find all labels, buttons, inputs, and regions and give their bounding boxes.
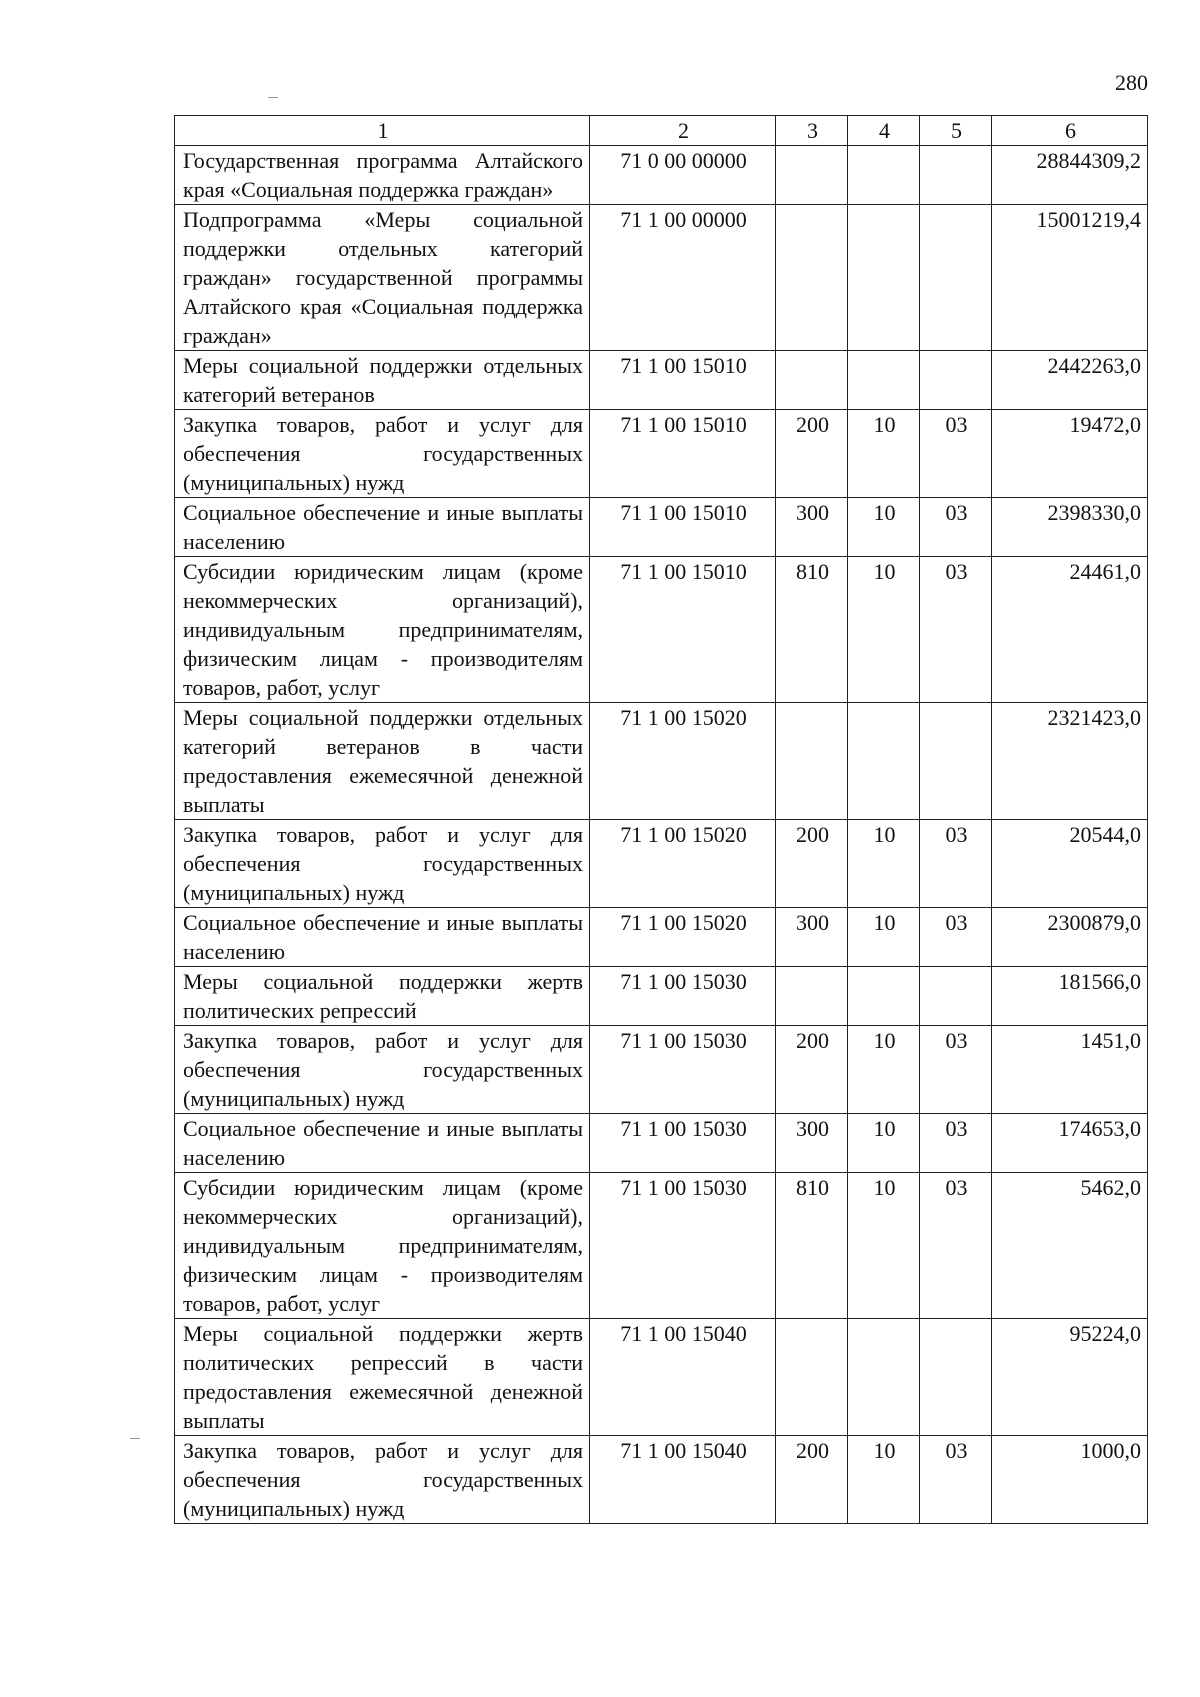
row-section-cell — [848, 205, 920, 351]
budget-table — [174, 115, 1148, 1524]
row-amount-cell: 1451,0 — [992, 1026, 1148, 1114]
row-name-cell: Социальное обеспечение и иные выплаты населению — [175, 908, 590, 967]
row-expense-type-cell: 810 — [776, 1173, 848, 1319]
column-header-4: 4 — [848, 116, 920, 146]
row-section-cell: 10 — [848, 1026, 920, 1114]
row-code-cell: 71 1 00 15030 — [590, 1114, 776, 1173]
row-code-cell: 71 1 00 15010 — [590, 557, 776, 703]
table-row — [175, 557, 1148, 703]
row-subsection-cell: 03 — [920, 820, 992, 908]
scan-mark — [130, 1438, 140, 1439]
column-header-6: 6 — [992, 116, 1148, 146]
header-row — [175, 116, 1148, 146]
table-row — [175, 703, 1148, 820]
row-amount-cell: 5462,0 — [992, 1173, 1148, 1319]
row-code-cell: 71 1 00 15010 — [590, 498, 776, 557]
row-amount-cell: 28844309,2 — [992, 146, 1148, 205]
row-expense-type-cell: 810 — [776, 557, 848, 703]
row-code-cell: 71 1 00 15030 — [590, 1173, 776, 1319]
row-name-cell: Закупка товаров, работ и услуг для обеспечения государственных (муниципальных) нужд — [175, 1026, 590, 1114]
row-expense-type-cell — [776, 205, 848, 351]
row-amount-cell: 24461,0 — [992, 557, 1148, 703]
row-expense-type-cell: 300 — [776, 1114, 848, 1173]
row-section-cell: 10 — [848, 1173, 920, 1319]
row-subsection-cell: 03 — [920, 1114, 992, 1173]
row-amount-cell: 1000,0 — [992, 1436, 1148, 1524]
row-expense-type-cell: 200 — [776, 1436, 848, 1524]
row-amount-cell: 174653,0 — [992, 1114, 1148, 1173]
row-name-cell: Меры социальной поддержки отдельных категорий ветеранов в части предоставления ежемесячной денежной выплаты — [175, 703, 590, 820]
row-section-cell: 10 — [848, 557, 920, 703]
table-row — [175, 820, 1148, 908]
row-subsection-cell: 03 — [920, 498, 992, 557]
table-row — [175, 1114, 1148, 1173]
table-row — [175, 1319, 1148, 1436]
row-expense-type-cell — [776, 146, 848, 205]
table-header — [175, 116, 1148, 146]
row-subsection-cell — [920, 1319, 992, 1436]
row-expense-type-cell — [776, 703, 848, 820]
row-amount-cell: 15001219,4 — [992, 205, 1148, 351]
row-name-cell: Закупка товаров, работ и услуг для обеспечения государственных (муниципальных) нужд — [175, 820, 590, 908]
row-code-cell: 71 1 00 15030 — [590, 967, 776, 1026]
row-amount-cell: 19472,0 — [992, 410, 1148, 498]
row-amount-cell: 181566,0 — [992, 967, 1148, 1026]
column-header-2: 2 — [590, 116, 776, 146]
row-amount-cell: 2300879,0 — [992, 908, 1148, 967]
row-code-cell: 71 1 00 15020 — [590, 820, 776, 908]
row-subsection-cell: 03 — [920, 1436, 992, 1524]
row-section-cell — [848, 146, 920, 205]
column-header-1: 1 — [175, 116, 590, 146]
table-row — [175, 1436, 1148, 1524]
row-expense-type-cell — [776, 1319, 848, 1436]
row-name-cell: Меры социальной поддержки жертв политических репрессий в части предоставления ежемесячной денежной выплаты — [175, 1319, 590, 1436]
row-section-cell: 10 — [848, 908, 920, 967]
table-row — [175, 1173, 1148, 1319]
row-expense-type-cell — [776, 351, 848, 410]
row-amount-cell: 95224,0 — [992, 1319, 1148, 1436]
row-subsection-cell: 03 — [920, 557, 992, 703]
row-section-cell: 10 — [848, 410, 920, 498]
scan-mark — [268, 97, 278, 98]
row-expense-type-cell: 300 — [776, 908, 848, 967]
row-subsection-cell — [920, 146, 992, 205]
row-subsection-cell: 03 — [920, 1173, 992, 1319]
column-header-5: 5 — [920, 116, 992, 146]
row-code-cell: 71 1 00 15010 — [590, 351, 776, 410]
row-code-cell: 71 1 00 15040 — [590, 1319, 776, 1436]
row-section-cell: 10 — [848, 1436, 920, 1524]
row-amount-cell: 20544,0 — [992, 820, 1148, 908]
row-code-cell: 71 0 00 00000 — [590, 146, 776, 205]
row-amount-cell: 2442263,0 — [992, 351, 1148, 410]
table-row — [175, 351, 1148, 410]
row-name-cell: Закупка товаров, работ и услуг для обеспечения государственных (муниципальных) нужд — [175, 1436, 590, 1524]
row-name-cell: Подпрограмма «Меры социальной поддержки отдельных категорий граждан» государственной программы Алтайского края «Социальная поддержка граждан» — [175, 205, 590, 351]
table-row — [175, 410, 1148, 498]
row-subsection-cell: 03 — [920, 908, 992, 967]
column-header-3: 3 — [776, 116, 848, 146]
row-name-cell: Социальное обеспечение и иные выплаты населению — [175, 1114, 590, 1173]
table-row — [175, 146, 1148, 205]
table-row — [175, 1026, 1148, 1114]
row-subsection-cell — [920, 205, 992, 351]
row-code-cell: 71 1 00 15020 — [590, 703, 776, 820]
row-code-cell: 71 1 00 15010 — [590, 410, 776, 498]
row-section-cell — [848, 351, 920, 410]
row-expense-type-cell: 200 — [776, 1026, 848, 1114]
row-expense-type-cell — [776, 967, 848, 1026]
row-section-cell: 10 — [848, 820, 920, 908]
row-name-cell: Меры социальной поддержки отдельных категорий ветеранов — [175, 351, 590, 410]
row-name-cell: Государственная программа Алтайского края «Социальная поддержка граждан» — [175, 146, 590, 205]
table-body — [175, 146, 1148, 1524]
row-section-cell — [848, 967, 920, 1026]
row-amount-cell: 2398330,0 — [992, 498, 1148, 557]
page-number: 280 — [1115, 70, 1148, 95]
table-row — [175, 908, 1148, 967]
row-section-cell — [848, 1319, 920, 1436]
row-name-cell: Социальное обеспечение и иные выплаты населению — [175, 498, 590, 557]
row-subsection-cell — [920, 703, 992, 820]
row-code-cell: 71 1 00 00000 — [590, 205, 776, 351]
row-code-cell: 71 1 00 15020 — [590, 908, 776, 967]
row-code-cell: 71 1 00 15040 — [590, 1436, 776, 1524]
row-section-cell: 10 — [848, 1114, 920, 1173]
row-expense-type-cell: 200 — [776, 410, 848, 498]
table-row — [175, 967, 1148, 1026]
row-section-cell: 10 — [848, 498, 920, 557]
row-name-cell: Субсидии юридическим лицам (кроме некоммерческих организаций), индивидуальным предпринимателям, физическим лицам - производителям товаров, работ, услуг — [175, 557, 590, 703]
row-name-cell: Закупка товаров, работ и услуг для обеспечения государственных (муниципальных) нужд — [175, 410, 590, 498]
row-name-cell: Меры социальной поддержки жертв политических репрессий — [175, 967, 590, 1026]
row-subsection-cell — [920, 967, 992, 1026]
row-subsection-cell — [920, 351, 992, 410]
table-row — [175, 205, 1148, 351]
row-subsection-cell: 03 — [920, 1026, 992, 1114]
row-name-cell: Субсидии юридическим лицам (кроме некоммерческих организаций), индивидуальным предпринимателям, физическим лицам - производителям товаров, работ, услуг — [175, 1173, 590, 1319]
row-amount-cell: 2321423,0 — [992, 703, 1148, 820]
table-row — [175, 498, 1148, 557]
row-code-cell: 71 1 00 15030 — [590, 1026, 776, 1114]
row-expense-type-cell: 300 — [776, 498, 848, 557]
row-section-cell — [848, 703, 920, 820]
row-subsection-cell: 03 — [920, 410, 992, 498]
row-expense-type-cell: 200 — [776, 820, 848, 908]
